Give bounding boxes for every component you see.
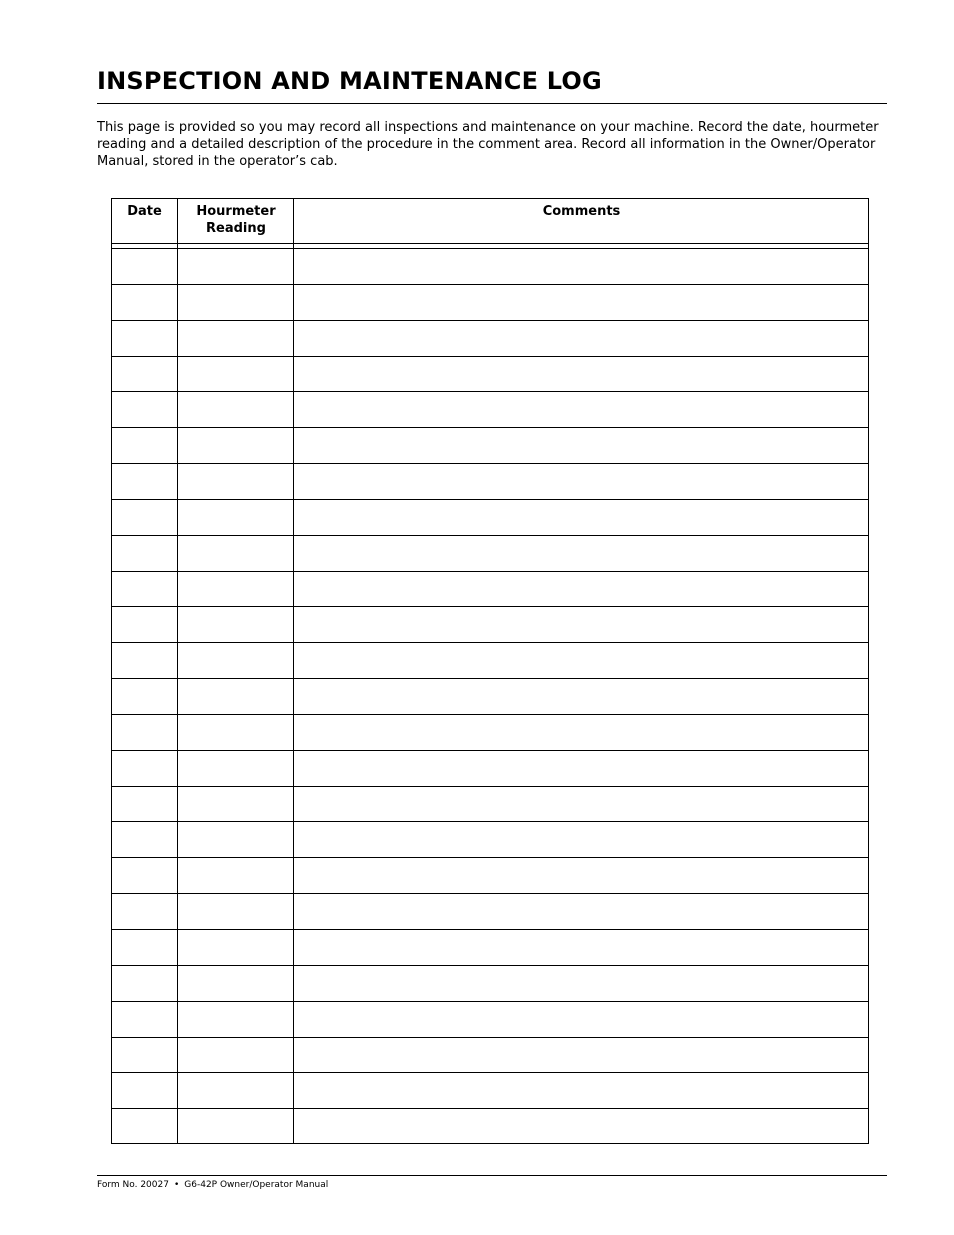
table-row-divider [111, 391, 869, 392]
footer-manual-title: G6-42P Owner/Operator Manual [184, 1180, 329, 1190]
table-row-divider [111, 499, 869, 500]
header-rule-bottom [111, 248, 869, 249]
header-date: Date [127, 204, 162, 219]
table-row-divider [111, 821, 869, 822]
hourmeter-column-divider [293, 198, 294, 1144]
table-row-divider [111, 571, 869, 572]
table-row-divider [111, 1001, 869, 1002]
table-row-divider [111, 427, 869, 428]
table-row-divider [111, 965, 869, 966]
page-footer [97, 1179, 328, 1191]
footer-separator: • [173, 1180, 180, 1190]
table-row-divider [111, 893, 869, 894]
footer-form-number: Form No. 20027 [97, 1180, 169, 1190]
table-row-divider [111, 929, 869, 930]
table-row-divider [111, 857, 869, 858]
header-rule-top [111, 243, 869, 244]
footer-divider [97, 1175, 887, 1176]
maintenance-log-table [111, 198, 869, 1144]
table-row-divider [111, 1037, 869, 1038]
table-row-divider [111, 320, 869, 321]
header-hourmeter-reading [178, 203, 294, 237]
title-divider [97, 103, 887, 104]
table-row-divider [111, 714, 869, 715]
table-row-divider [111, 1072, 869, 1073]
table-row-divider [111, 535, 869, 536]
table-row-divider [111, 284, 869, 285]
intro-paragraph: This page is provided so you may record all inspections and maintenance on your machine. Record the date, hourmeter reading and a detailed description of the procedure in the comment area. Record all information in the Owner/Operator Manual, stored in the operator’s cab. [97, 120, 879, 169]
date-column-divider [177, 198, 178, 1144]
table-row-divider [111, 786, 869, 787]
page-title: INSPECTION AND MAINTENANCE LOG [97, 67, 602, 95]
header-comments: Comments [542, 204, 621, 219]
table-row-divider [111, 356, 869, 357]
table-row-divider [111, 1108, 869, 1109]
header-hourmeter-line2: Reading [206, 221, 266, 236]
table-row-divider [111, 750, 869, 751]
table-row-divider [111, 642, 869, 643]
table-row-divider [111, 463, 869, 464]
table-row-divider [111, 606, 869, 607]
table-frame [111, 198, 869, 1144]
header-hourmeter-line1: Hourmeter [196, 204, 276, 219]
table-row-divider [111, 678, 869, 679]
